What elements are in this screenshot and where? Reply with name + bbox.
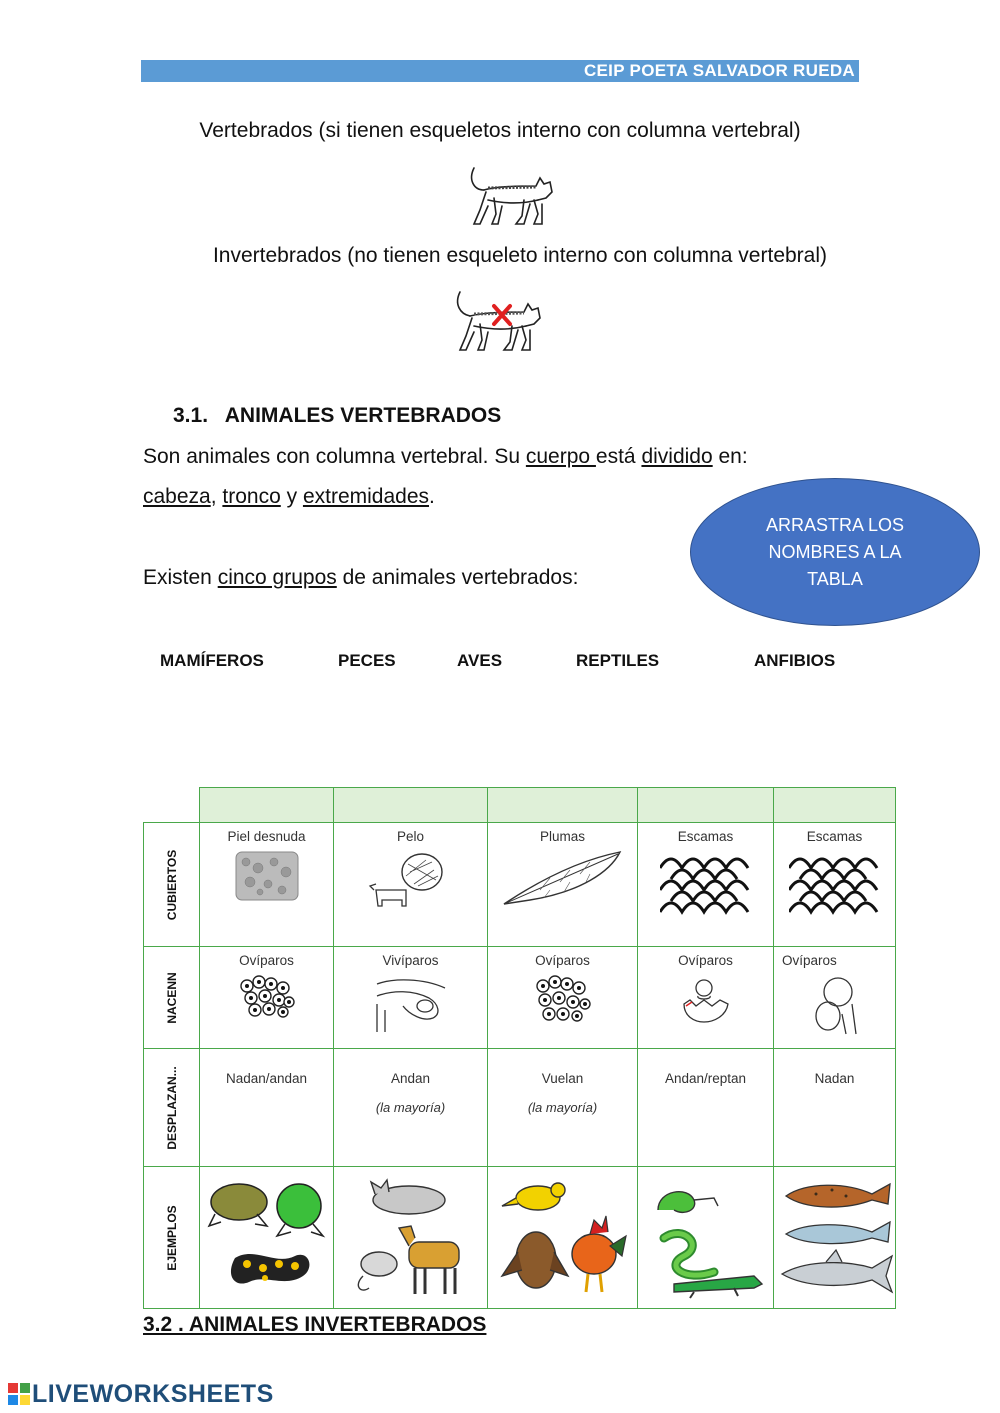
paragraph-body-parts — [143, 484, 435, 510]
section-title-vertebrates: 3.1. ANIMALES VERTEBRADOS — [173, 404, 502, 427]
text: , — [210, 485, 223, 508]
header-bar — [141, 60, 859, 82]
feather-image — [500, 850, 626, 908]
reptiles-image — [644, 1176, 768, 1300]
row-label-nacen — [144, 947, 200, 1049]
cell-text: Ovíparos — [239, 953, 294, 968]
cell-text: Nadan — [814, 1071, 855, 1086]
draggable-group-reptiles[interactable]: REPTILES — [576, 651, 660, 670]
cell-text: Ovíparos — [678, 953, 733, 968]
paragraph-five-groups — [143, 565, 578, 591]
amphibians-image — [205, 1176, 329, 1300]
cat-with-spine-image — [466, 160, 556, 230]
fish-image — [776, 1176, 894, 1300]
row-label-desplazan — [144, 1049, 200, 1167]
table-cell — [638, 1167, 774, 1309]
table-cell — [774, 823, 896, 947]
cell-text: Pelo — [396, 829, 425, 844]
drop-target-column-1[interactable] — [200, 788, 334, 823]
text: está — [595, 445, 642, 468]
text: Existen — [143, 566, 218, 589]
text-underlined: extremidades — [302, 485, 429, 508]
row-label-text: NACENN — [164, 971, 179, 1024]
draggable-group-aves[interactable]: AVES — [457, 651, 503, 670]
table-cell — [774, 947, 896, 1049]
row-label-text: DESPLAZAN... — [164, 1065, 179, 1150]
table-cell — [488, 1049, 638, 1167]
table-cell — [488, 823, 638, 947]
instruction-line: NOMBRES A LA — [768, 541, 902, 562]
table-header-row — [144, 788, 896, 823]
table-corner — [144, 788, 200, 823]
eggs-image — [533, 974, 593, 1024]
instruction-line: TABLA — [807, 568, 863, 589]
cell-text: Vuelan — [541, 1071, 584, 1086]
table-cell — [488, 1167, 638, 1309]
drop-target-column-4[interactable] — [638, 788, 774, 823]
text-underlined: cinco grupos — [217, 566, 337, 589]
cell-text: Escamas — [677, 829, 734, 844]
table-cell — [488, 947, 638, 1049]
viviparous-image — [373, 974, 449, 1034]
table-cell — [200, 947, 334, 1049]
eggs-image — [237, 974, 297, 1018]
fish-eggs-image — [812, 974, 864, 1036]
table-cell — [200, 1167, 334, 1309]
row-label-text: CUBIERTOS — [164, 849, 179, 920]
row-label-ejemplos — [144, 1167, 200, 1309]
draggable-group-mamiferos[interactable]: MAMÍFEROS — [160, 651, 264, 670]
table-row — [144, 1049, 896, 1167]
draggable-group-peces[interactable]: PECES — [338, 651, 396, 670]
cell-text: Vivíparos — [382, 953, 439, 968]
cell-text: Ovíparos — [535, 953, 590, 968]
vertebrates-table — [143, 787, 896, 1309]
birds-image — [498, 1176, 628, 1300]
fur-image — [366, 850, 456, 912]
table-cell — [334, 823, 488, 947]
cell-note: (la mayoría) — [527, 1100, 598, 1115]
scales-image — [789, 850, 881, 916]
scales-image — [660, 850, 752, 916]
vertebrates-definition: Vertebrados (si tienen esqueletos interno con columna vertebral) — [199, 119, 801, 142]
table-cell — [200, 1049, 334, 1167]
drop-target-column-5[interactable] — [774, 788, 896, 823]
table-row — [144, 823, 896, 947]
text: y — [280, 485, 303, 508]
liveworksheets-logo — [8, 1380, 274, 1409]
cell-text: Ovíparos — [782, 953, 837, 968]
table-cell — [774, 1049, 896, 1167]
text: en: — [712, 445, 748, 468]
mammals-image — [349, 1176, 473, 1300]
table-row — [144, 947, 896, 1049]
text: de animales vertebrados: — [336, 566, 579, 589]
text-underlined: dividido — [641, 445, 713, 468]
cell-text: Andan/reptan — [664, 1071, 747, 1086]
cell-note: (la mayoría) — [375, 1100, 446, 1115]
table-cell — [334, 1167, 488, 1309]
cell-text: Nadan/andan — [225, 1071, 308, 1086]
bare-skin-image — [234, 850, 300, 902]
draggable-group-anfibios[interactable]: ANFIBIOS — [754, 651, 836, 670]
section-title-invertebrates: 3.2 . ANIMALES INVERTEBRADOS — [143, 1313, 487, 1336]
hatching-egg-image — [674, 974, 738, 1024]
cat-no-spine-image — [452, 284, 547, 356]
table-cell — [638, 823, 774, 947]
table-cell — [200, 823, 334, 947]
text-underlined: tronco — [222, 485, 281, 508]
table-cell — [774, 1167, 896, 1309]
table-cell — [334, 1049, 488, 1167]
drop-target-column-3[interactable] — [488, 788, 638, 823]
text-underlined: cuerpo — [525, 445, 596, 468]
cell-text: Escamas — [806, 829, 863, 844]
drop-target-column-2[interactable] — [334, 788, 488, 823]
instruction-line: ARRASTRA LOS — [765, 514, 905, 535]
cell-text: Plumas — [539, 829, 585, 844]
text: . — [429, 485, 435, 508]
logo-text: LIVEWORKSHEETS — [32, 1380, 274, 1408]
table-cell — [638, 947, 774, 1049]
row-label-text: EJEMPLOS — [164, 1204, 179, 1271]
school-name: CEIP POETA SALVADOR RUEDA — [583, 61, 855, 80]
table-cell — [638, 1049, 774, 1167]
cell-text: Andan — [390, 1071, 431, 1086]
row-label-cubiertos — [144, 823, 200, 947]
liveworksheets-icon — [8, 1383, 30, 1405]
text: Son animales con columna vertebral. Su — [143, 445, 526, 468]
paragraph-body-divided — [143, 444, 748, 470]
instruction-bubble — [690, 478, 980, 626]
table-cell — [334, 947, 488, 1049]
cell-text: Piel desnuda — [227, 829, 306, 844]
table-row — [144, 1167, 896, 1309]
invertebrates-definition: Invertebrados (no tienen esqueleto interno con columna vertebral) — [212, 244, 828, 267]
text-underlined: cabeza — [143, 485, 211, 508]
